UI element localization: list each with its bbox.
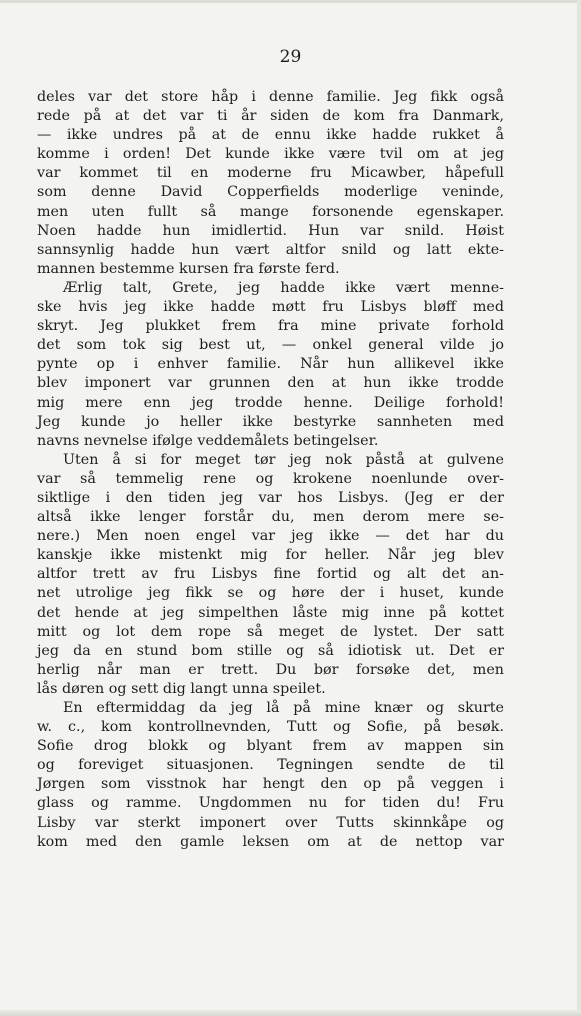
- text-line: herlig når man er trett. Du bør forsøke det, men: [37, 661, 504, 678]
- text-line: siktlige i den tiden jeg var hos Lisbys. (Jeg er der: [37, 489, 504, 506]
- page-top-edge: [0, 0, 581, 3]
- text-line: Jeg kunde jo heller ikke bestyrke sannheten med: [37, 413, 504, 430]
- body-text: [37, 88, 504, 852]
- text-line: kom med den gamle leksen om at de nettop var: [37, 833, 504, 850]
- text-line: jeg da en stund bom stille og så idiotisk ut. Det er: [37, 642, 504, 659]
- text-line: mitt og lot dem rope så meget de lystet. Der satt: [37, 623, 504, 640]
- text-line: kanskje ikke mistenkt mig for heller. Når jeg blev: [37, 547, 504, 564]
- text-line: navns nevnelse ifølge veddemålets betingelser.: [37, 432, 379, 449]
- page-right-edge: [577, 0, 581, 1016]
- text-line: ske hvis jeg ikke hadde møtt fru Lisbys bløff med: [37, 299, 504, 316]
- text-line: skryt. Jeg plukket frem fra mine private forhold: [37, 318, 504, 335]
- text-line: det hende at jeg simpelthen låste mig inne på kottet: [37, 604, 504, 621]
- text-line: w. c., kom kontrollnevnden, Tutt og Sofie, på besøk.: [37, 719, 504, 736]
- text-line: En eftermiddag da jeg lå på mine knær og skurte: [63, 700, 504, 716]
- text-line: det som tok sig best ut, — onkel general vilde jo: [37, 337, 504, 354]
- text-line: altfor trett av fru Lisbys fine fortid og alt det an-: [37, 566, 504, 583]
- text-line: sannsynlig hadde hun vært altfor snild og latt ekte-: [37, 241, 504, 258]
- text-line: var kommet til en moderne fru Micawber, håpefull: [37, 165, 504, 182]
- page-bottom-edge: [0, 1010, 581, 1016]
- text-line: Noen hadde hun imidlertid. Hun var snild. Høist: [37, 222, 504, 239]
- text-line: nere.) Men noen engel var jeg ikke — det har du: [37, 528, 504, 545]
- text-line: Ærlig talt, Grete, jeg hadde ikke vært menne-: [63, 279, 504, 296]
- text-line: altså ikke lenger forstår du, men derom mere se-: [37, 509, 504, 526]
- text-line: Uten å si for meget tør jeg nok påstå at gulvene: [63, 451, 504, 468]
- text-line: glass og ramme. Ungdommen nu for tiden du! Fru: [37, 795, 504, 812]
- text-line: lås døren og sett dig langt unna speilet.: [37, 680, 326, 697]
- text-line: mannen bestemme kursen fra første ferd.: [37, 260, 340, 277]
- text-line: var så temmelig rene og krokene noenlunde over-: [37, 470, 504, 487]
- text-line: komme i orden! Det kunde ikke være tvil om at jeg: [37, 146, 504, 163]
- text-line: pynte op i enhver familie. Når hun allikevel ikke: [37, 356, 504, 373]
- text-line: — ikke undres på at de ennu ikke hadde rukket å: [37, 127, 504, 144]
- text-line: blev imponert var grunnen den at hun ikke trodde: [37, 375, 504, 392]
- text-line: Lisby var sterkt imponert over Tutts skinnkåpe og: [37, 814, 504, 831]
- text-line: Jørgen som visstnok har hengt den op på veggen i: [37, 776, 504, 793]
- text-line: mig mere enn jeg trodde henne. Deilige forhold!: [37, 394, 504, 411]
- text-line: rede på at det var ti år siden de kom fra Danmark,: [37, 108, 504, 125]
- text-line: og foreviget situasjonen. Tegningen sendte de til: [37, 757, 504, 774]
- text-line: net utrolige jeg fikk se og høre der i huset, kunde: [37, 585, 504, 602]
- text-line: men uten fullt så mange forsonende egenskaper.: [37, 203, 504, 220]
- text-line: deles var det store håp i denne familie. Jeg fikk også: [37, 89, 504, 105]
- text-line: som denne David Copperfields moderlige veninde,: [37, 184, 504, 201]
- text-line: Sofie drog blokk og blyant frem av mappen sin: [37, 738, 504, 755]
- page-number: 29: [279, 47, 302, 67]
